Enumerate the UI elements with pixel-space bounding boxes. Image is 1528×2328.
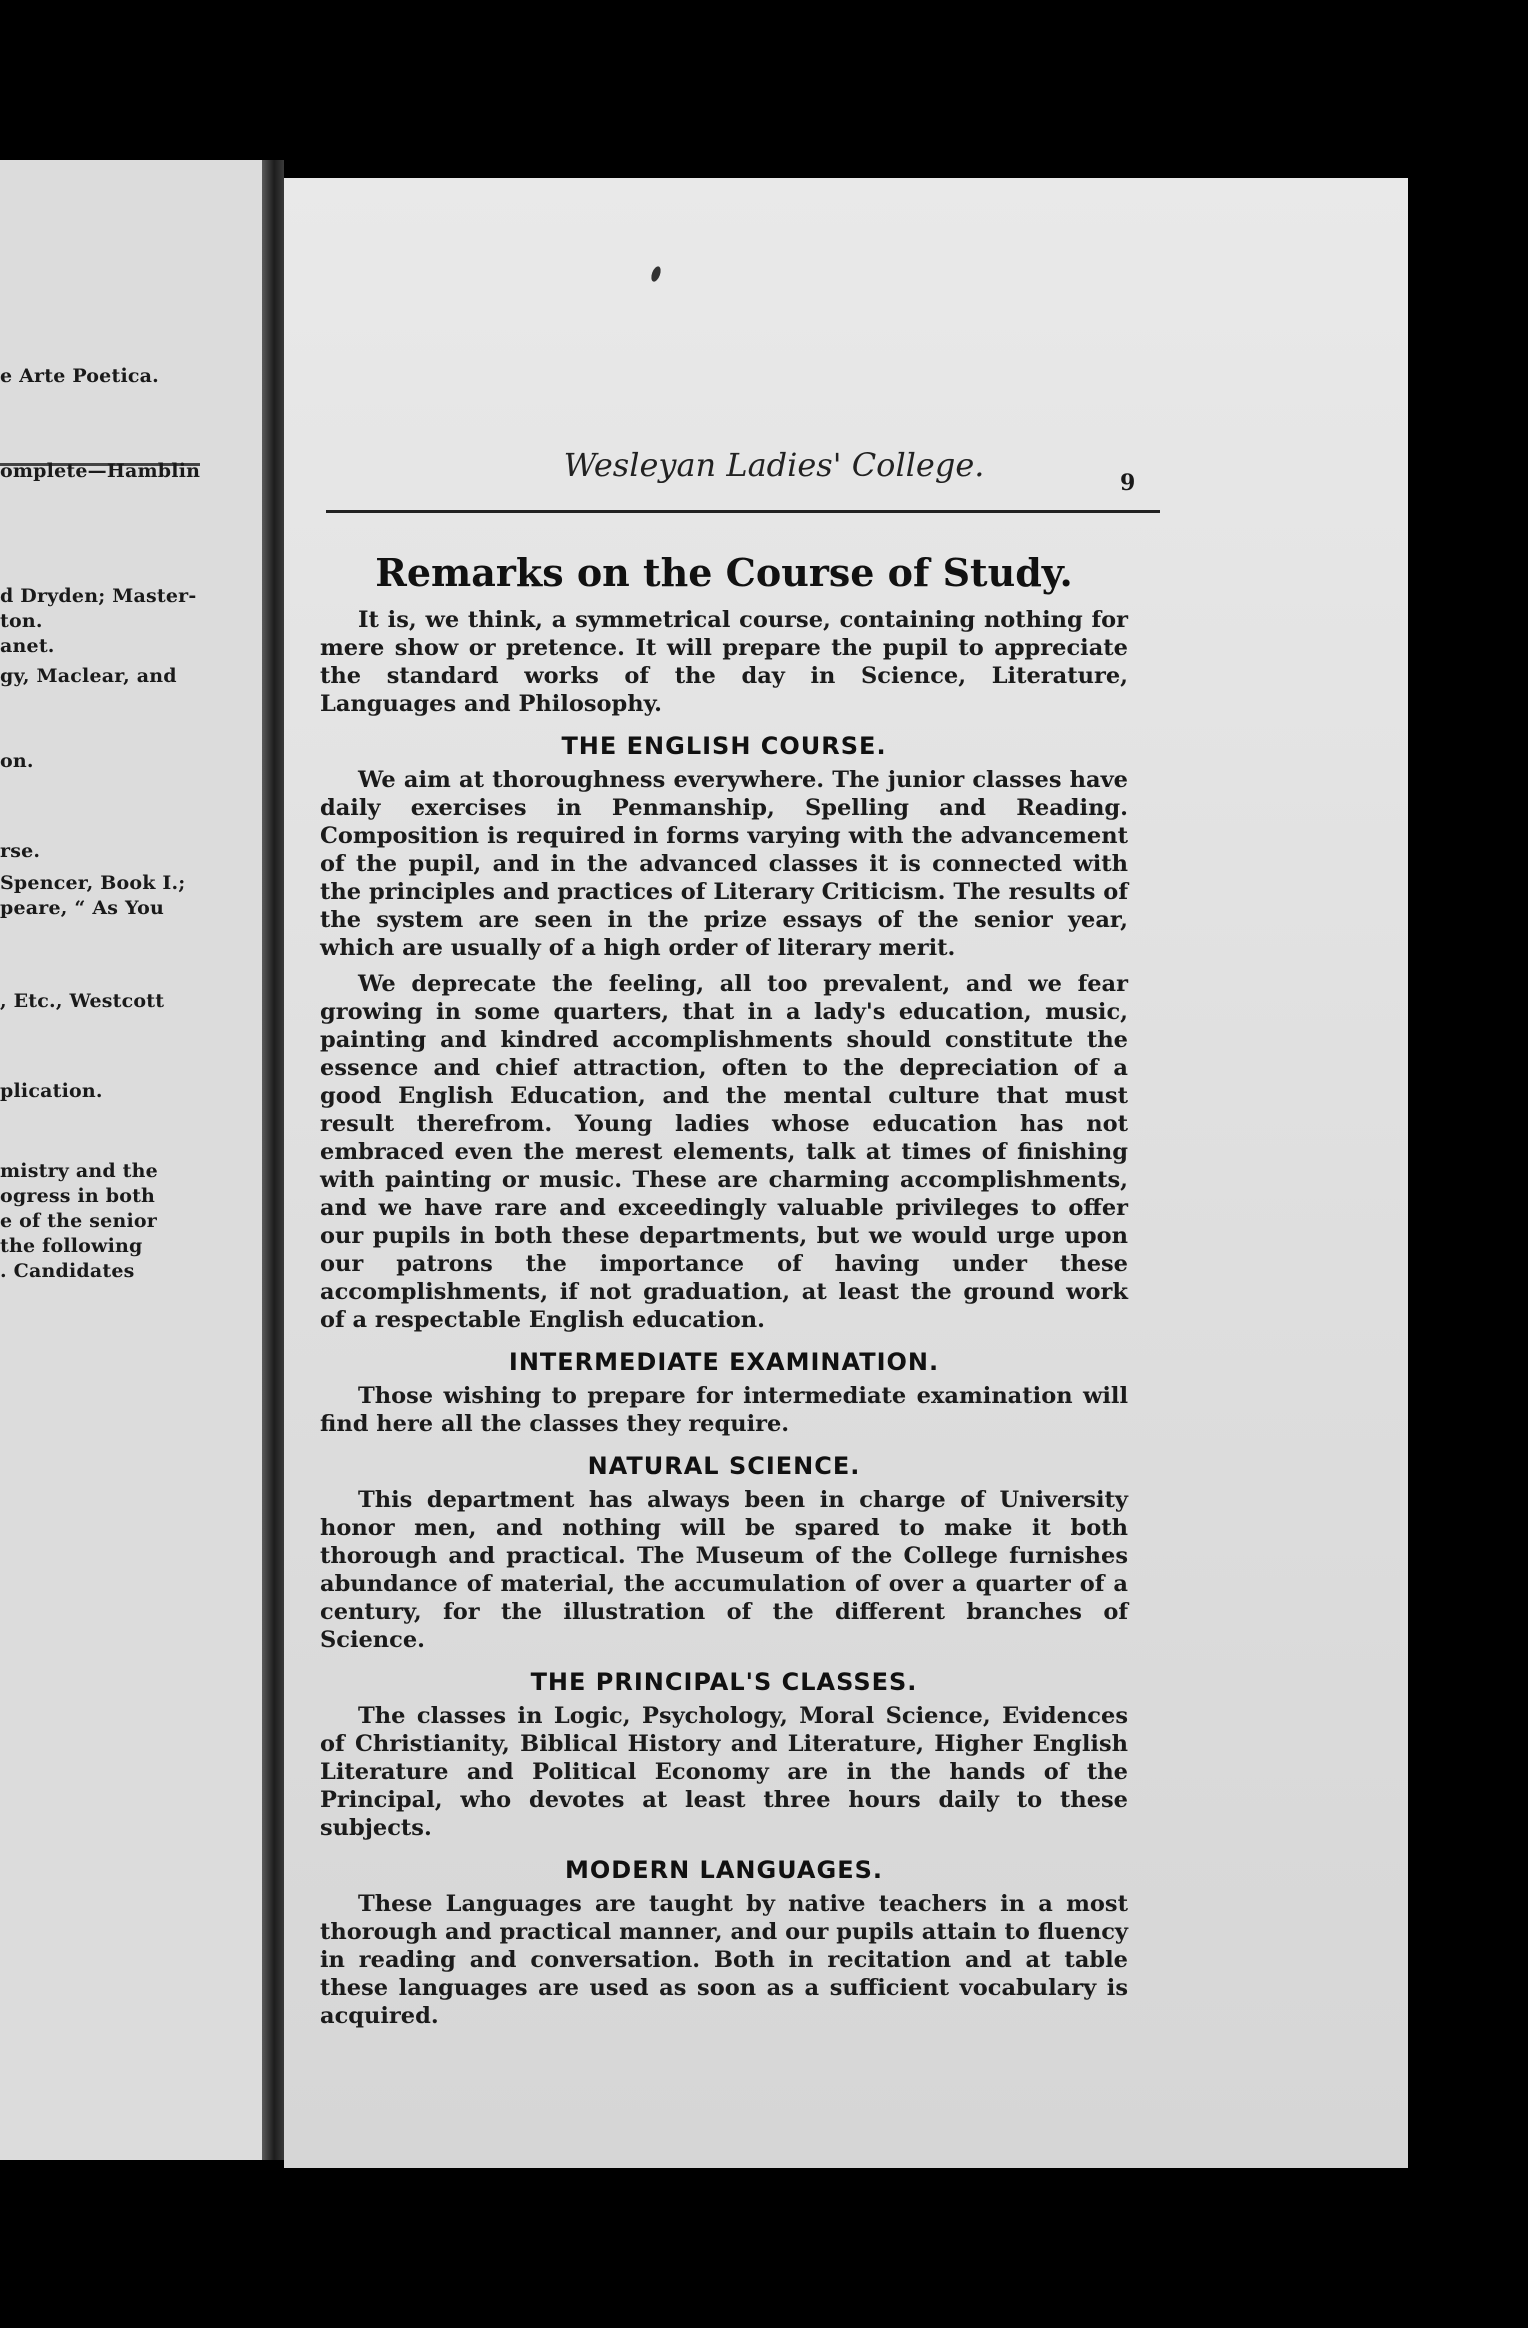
left-line: the following (0, 1235, 143, 1257)
section-paragraph: We aim at thoroughness everywhere. The junior classes have daily exercises in Penmanship, Spelling and Reading. Composition is required in forms varying with the advancement of the pupil, and in the advanced classes it is connected with the principles and practices of Literary Criticism. The results of the system are seen in the prize essays of the senior year, which are usually of a high order of literary merit. (320, 767, 1128, 961)
right-page (284, 178, 1408, 2168)
left-page-fragment (0, 160, 262, 2160)
section-paragraph: Those wishing to prepare for intermediate examination will find here all the classes they require. (320, 1383, 1128, 1437)
page-number: 9 (1120, 470, 1136, 496)
book-gutter (262, 160, 284, 2160)
running-title: Wesleyan Ladies' College. (563, 446, 985, 484)
left-line: peare, “ As You (0, 897, 165, 919)
left-line: e of the senior (0, 1210, 157, 1232)
left-line: omplete—Hamblin (0, 460, 201, 482)
left-line: on. (0, 750, 34, 772)
page-heading: Remarks on the Course of Study. (375, 550, 1073, 595)
section-paragraph: We deprecate the feeling, all too prevalent, and we fear growing in some quarters, that in a lady's education, music, painting and kindred accomplishments should constitute the essence and chief attraction, often to the depreciation of a good English Education, and the mental culture that must result therefrom. Young ladies whose education has not embraced even the merest elements, talk at times of finishing with painting or music. These are charming accomplishments, and we have rare and exceedingly valuable privileges to offer our pupils in both these departments, but we would urge upon our patrons the importance of having under these accomplishments, if not graduation, at least the ground work of a respectable English education. (320, 971, 1128, 1333)
header-rule (326, 510, 1160, 513)
section-paragraph: These Languages are taught by native teachers in a most thorough and practical manner, and our pupils attain to fluency in reading and conversation. Both in recitation and at table these languages are used as soon as a sufficient vocabulary is acquired. (320, 1891, 1128, 2029)
left-line: Spencer, Book I.; (0, 872, 186, 894)
intro-paragraph: It is, we think, a symmetrical course, containing nothing for mere show or pretence. It will prepare the pupil to appreciate the standard works of the day in Science, Literature, Languages and Philosophy. (320, 607, 1128, 717)
section-paragraph: This department has always been in charge of University honor men, and nothing will be spared to make it both thorough and practical. The Museum of the College furnishes abundance of material, the accumulation of over a quarter of a century, for the illustration of the different branches of Science. (320, 1487, 1128, 1653)
section-title-intermediate-examination: INTERMEDIATE EXAMINATION. (508, 1348, 940, 1376)
body-text (320, 606, 1128, 2038)
left-line: d Dryden; Master- (0, 585, 197, 607)
left-line: gy, Maclear, and (0, 665, 177, 687)
left-line: rse. (0, 840, 41, 862)
section-paragraph: The classes in Logic, Psychology, Moral Science, Evidences of Christianity, Biblical History and Literature, Higher English Literature and Political Economy are in the hands of the Principal, who devotes at least three hours daily to these subjects. (320, 1703, 1128, 1841)
section-title-english-course: THE ENGLISH COURSE. (561, 732, 887, 760)
section-title-principals-classes: THE PRINCIPAL'S CLASSES. (530, 1668, 918, 1696)
section-title-natural-science: NATURAL SCIENCE. (587, 1452, 861, 1480)
left-line: plication. (0, 1080, 103, 1102)
left-line: . Candidates (0, 1260, 135, 1282)
left-line: ton. (0, 610, 43, 632)
section-title-modern-languages: MODERN LANGUAGES. (565, 1856, 883, 1884)
left-line: , Etc., Westcott (0, 990, 165, 1012)
left-line: mistry and the (0, 1160, 158, 1182)
ink-mark (650, 265, 663, 283)
left-line: e Arte Poetica. (0, 365, 159, 387)
left-line: anet. (0, 635, 55, 657)
left-line: ogress in both (0, 1185, 156, 1207)
